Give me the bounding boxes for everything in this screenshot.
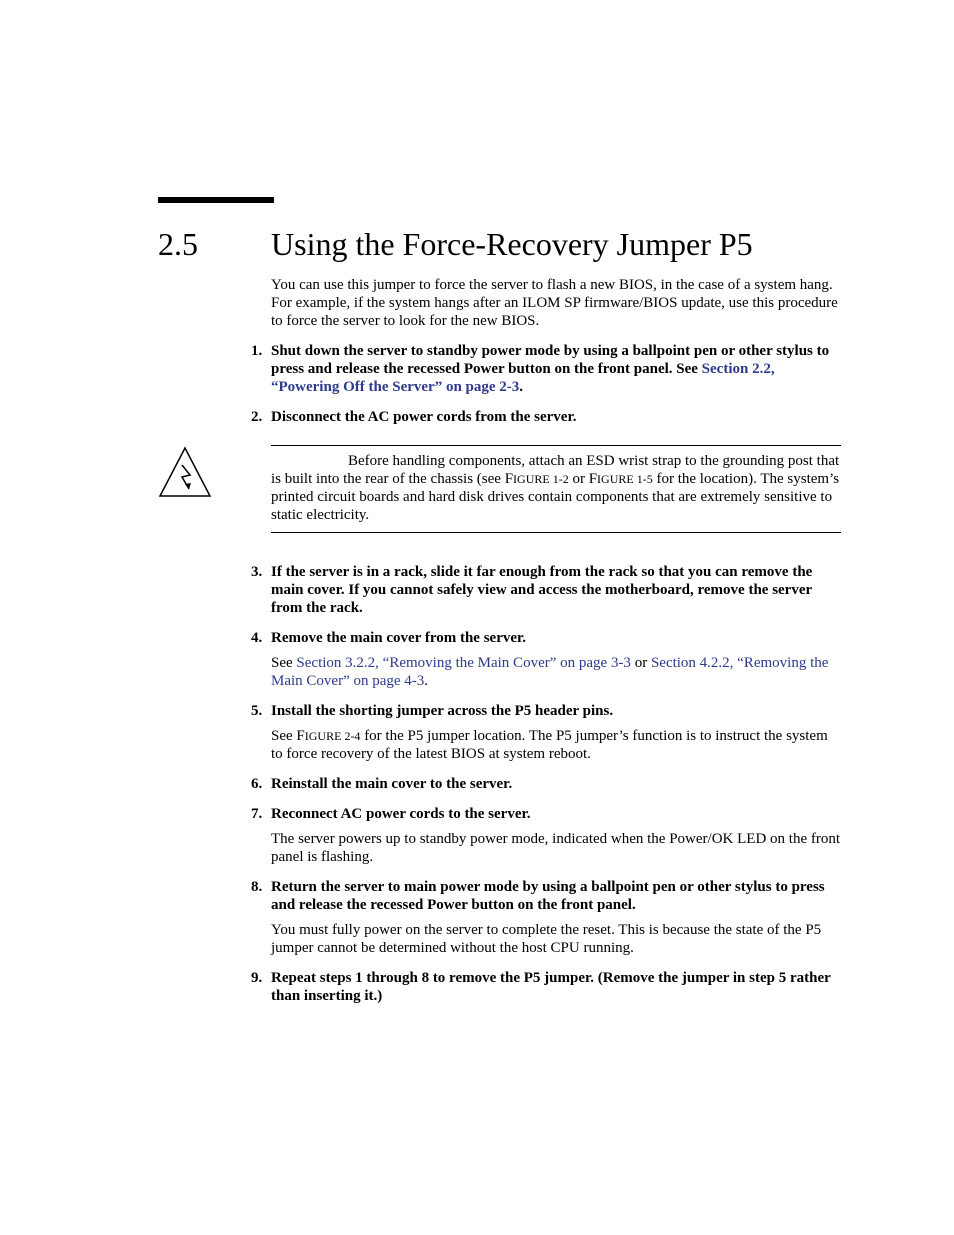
caution-text: Before handling components, attach an ESD wrist strap to the grounding post that is built into the rear of the chassis (see FIGURE 1-2 or FIGURE 1-5 for the location). The system’s printed circuit boards and hard disk drives contain components that are extremely sensitive to static electricity. [271, 453, 840, 523]
step-number: 3. [251, 564, 263, 580]
step-number: 8. [251, 879, 263, 895]
step-7-body: The server powers up to standby power mode, indicated when the Power/OK LED on the front panel is flashing. [271, 831, 841, 865]
electrical-hazard-icon [158, 446, 212, 498]
step-number: 9. [251, 970, 263, 986]
step-text: Repeat steps 1 through 8 to remove the P5 jumper. (Remove the jumper in step 5 rather than inserting it.) [271, 970, 831, 1004]
step-number: 7. [251, 806, 263, 822]
step-text-tail: . [519, 379, 524, 395]
section-number: 2.5 [158, 226, 198, 262]
step-text: Reconnect AC power cords to the server. [271, 806, 531, 822]
step-number: 5. [251, 703, 263, 719]
step-6 [251, 775, 841, 793]
step-2 [251, 408, 841, 426]
powering-off-link[interactable]: Section 2.2, “Powering Off the Server” on page 2-3 [271, 361, 775, 395]
removing-main-cover-link-4[interactable]: Section 4.2.2, “Removing the Main Cover” on page 4-3 [271, 655, 829, 689]
step-7 [251, 805, 841, 823]
step-text: Disconnect the AC power cords from the server. [271, 409, 577, 425]
step-1 [251, 342, 841, 396]
step-text: Return the server to main power mode by using a ballpoint pen or other stylus to press and release the recessed Power button on the front panel. [271, 879, 825, 913]
step-number: 1. [251, 343, 263, 359]
step-4 [251, 629, 841, 647]
removing-main-cover-link-3[interactable]: Section 3.2.2, “Removing the Main Cover” on page 3-3 [296, 655, 631, 671]
intro-paragraph: You can use this jumper to force the server to flash a new BIOS, in the case of a system hang. For example, if the system hangs after an ILOM SP firmware/BIOS update, use this procedure to force the server to look for the new BIOS. [271, 277, 838, 329]
step-number: 4. [251, 630, 263, 646]
step-text: Reinstall the main cover to the server. [271, 776, 513, 792]
section-title: Using the Force-Recovery Jumper P5 [271, 226, 753, 262]
step-text: Shut down the server to standby power mode by using a ballpoint pen or other stylus to press and release the recessed Power button on the front panel. See [271, 343, 830, 377]
step-8-body: You must fully power on the server to complete the reset. This is because the state of the P5 jumper cannot be determined without the host CPU running. [271, 922, 822, 956]
step-5-body: See FIGURE 2-4 for the P5 jumper location. The P5 jumper’s function is to instruct the system to force recovery of the latest BIOS at system reboot. [271, 728, 828, 762]
step-text: If the server is in a rack, slide it far enough from the rack so that you can remove the main cover. If you cannot safely view and access the motherboard, remove the server from the rack. [271, 564, 813, 616]
step-text: Remove the main cover from the server. [271, 630, 527, 646]
step-text: Install the shorting jumper across the P5 header pins. [271, 703, 614, 719]
step-8 [251, 878, 841, 914]
section-content [251, 276, 841, 1017]
step-number: 2. [251, 409, 263, 425]
step-4-body: See Section 3.2.2, “Removing the Main Cover” on page 3-3 or Section 4.2.2, “Removing the Main Cover” on page 4-3. [271, 655, 829, 689]
step-9 [251, 969, 841, 1005]
step-number: 6. [251, 776, 263, 792]
step-3 [251, 563, 841, 617]
section-rule [158, 197, 274, 203]
step-5 [251, 702, 841, 720]
caution-box [271, 445, 841, 533]
